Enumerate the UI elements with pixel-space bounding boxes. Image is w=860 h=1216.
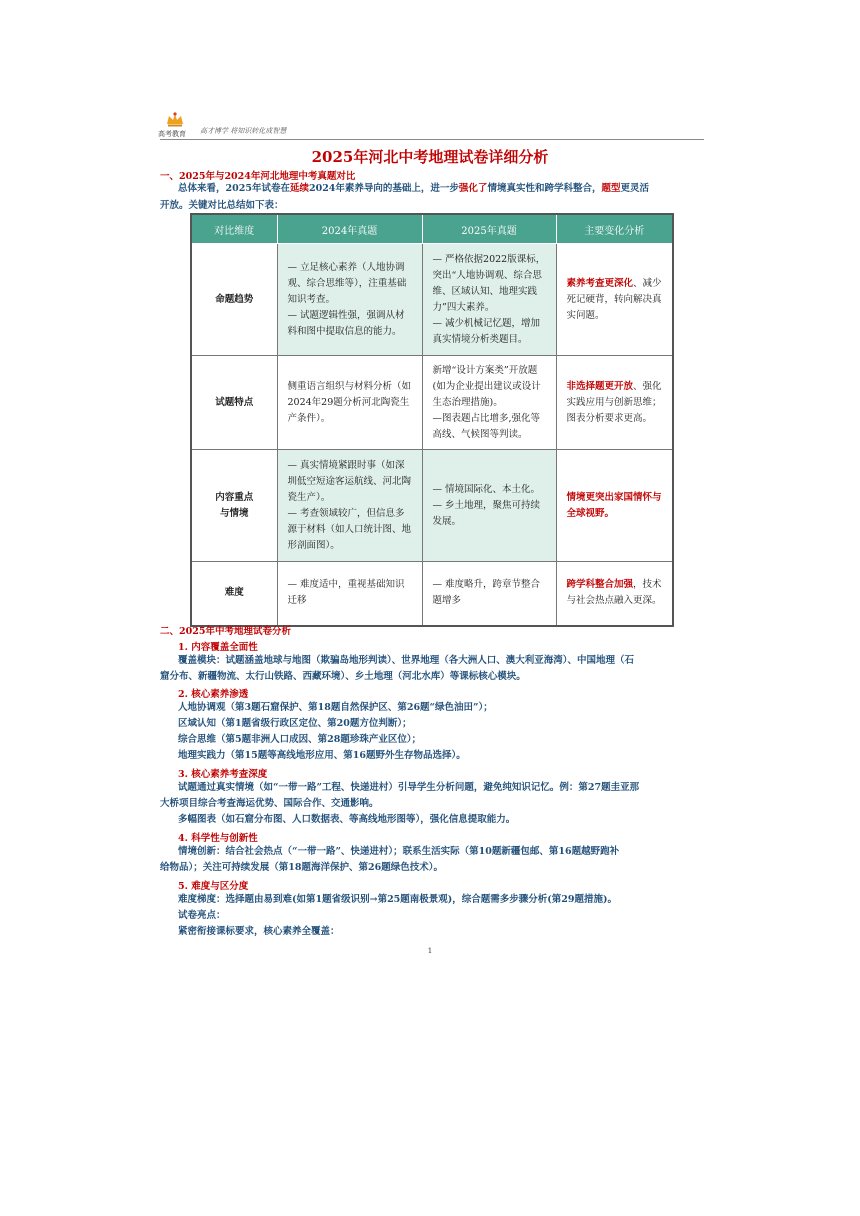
intro-text: 2024年素养导向的基础上，进一步: [308, 183, 459, 194]
table-header: 2025年真题: [422, 214, 556, 244]
row-dimension: 内容重点 与情境: [191, 450, 277, 562]
cell-change: [556, 356, 673, 450]
cell-2024: — 真实情境紧跟时事（如深圳低空短途客运航线、河北陶瓷生产）。 — 考查领域较广，但信息多源于材料（如人口统计图、地形剖面图）。: [277, 450, 422, 562]
table-row: [191, 356, 673, 450]
change-text: 、减少死记硬背，转向解决真实问题。: [566, 277, 662, 321]
slogan: 高才博学 将知识转化成智慧: [200, 127, 287, 135]
item-3-line: 试题通过真实情境（如“一带一路”工程、快递进村）引导学生分析问题，避免纯知识记忆。例：第27题圭亚那: [178, 782, 640, 793]
cell-2025: — 情境国际化、本土化。 — 乡土地理，聚焦可持续发展。: [422, 450, 556, 562]
change-highlight: 非选择题更开放: [566, 380, 634, 392]
change-text: 、强化实践应用与创新思维；图表分析要求更高。: [566, 380, 662, 424]
row-dimension: 试题特点: [191, 356, 277, 450]
item-2-line: 区域认知（第1题省级行政区定位、第20题方位判断）；: [178, 718, 412, 729]
intro-text: 情境真实性和跨学科整合，: [487, 183, 602, 194]
comparison-table: [190, 213, 674, 627]
table-header: 对比维度: [191, 214, 277, 244]
change-highlight: 跨学科整合加强: [566, 579, 634, 591]
item-4-line: 给物品）；关注可持续发展（第18题海洋保护、第26题绿色技术）。: [160, 862, 443, 873]
change-highlight: 素养考查更深化: [566, 277, 634, 289]
table-header-row: [191, 214, 673, 244]
item-2-title: 2. 核心素养渗透: [178, 689, 249, 700]
cell-2024: — 立足核心素养（人地协调观、综合思维等），注重基础知识考查。 — 试题逻辑性强，强调从材料和图中提取信息的能力。: [277, 244, 422, 356]
change-text: ，技术与社会热点融入更深。: [566, 579, 662, 607]
row-dimension: 命题趋势: [191, 244, 277, 356]
section2-heading: 二、2025年中考地理试卷分析: [160, 626, 291, 637]
row-dimension: 难度: [191, 562, 277, 626]
cell-2025: — 严格依据2022版课标，突出“人地协调观、综合思维、区域认知、地理实践力”四大素养。 — 减少机械记忆题，增加真实情境分析类题目。: [422, 244, 556, 356]
cell-change: [556, 562, 673, 626]
item-4-title: 4. 科学性与创新性: [178, 833, 258, 844]
section1-heading: 一、2025年与2024年河北地理中考真题对比: [160, 171, 356, 182]
table-row: [191, 244, 673, 356]
item-1-line: 覆盖模块：试题涵盖地球与地图（欺骗岛地形判读）、世界地理（各大洲人口、澳大利亚海湾）、中国地理（石: [178, 655, 635, 666]
cell-change: [556, 244, 673, 356]
item-2-line: 人地协调观（第3题石窟保护、第18题自然保护区、第26题“绿色油田”）；: [178, 702, 493, 713]
item-3-title: 3. 核心素养考查深度: [178, 769, 268, 780]
cell-2024: — 难度适中，重视基础知识迁移: [277, 562, 422, 626]
section1-intro-line2: 开放。关键对比总结如下表：: [160, 200, 284, 211]
logo-crown-icon: [165, 112, 185, 128]
table-header: 2024年真题: [277, 214, 422, 244]
page-number: 1: [427, 947, 433, 955]
item-1-title: 1. 内容覆盖全面性: [178, 642, 258, 653]
intro-highlight: 延续: [289, 183, 309, 194]
change-highlight: 情境更突出家国情怀与全球视野。: [566, 491, 662, 519]
table-row: [191, 450, 673, 562]
intro-text: 更灵活: [620, 183, 649, 194]
item-3-line: 多幅图表（如石窟分布图、人口数据表、等高线地形图等），强化信息提取能力。: [178, 814, 516, 825]
cell-2025: — 难度略升，跨章节整合题增多: [422, 562, 556, 626]
intro-highlight: 题型: [601, 183, 621, 194]
item-5-line: 难度梯度：选择题由易到难(如第1题省级识别→第25题南极景观)，综合题需多步骤分析(第29题措施)。: [178, 894, 617, 905]
cell-2025: 新增“设计方案类”开放题(如为企业提出建议或设计生态治理措施)。 —图表题占比增多,强化等高线、气候图等判读。: [422, 356, 556, 450]
table-header: 主要变化分析: [556, 214, 673, 244]
item-1-line: 窟分布、新疆物流、太行山铁路、西藏环境）、乡土地理（河北水库）等课标核心模块。: [160, 671, 526, 682]
page-title: 2025年河北中考地理试卷详细分析: [311, 148, 549, 166]
item-2-line: 综合思维（第5题非洲人口成因、第28题珍珠产业区位）；: [178, 734, 422, 745]
item-5-line: 紧密衔接课标要求，核心素养全覆盖：: [178, 926, 340, 937]
cell-2024: 侧重语言组织与材料分析（如2024年29题分析河北陶瓷生产条件）。: [277, 356, 422, 450]
item-2-line: 地理实践力（第15题等高线地形应用、第16题野外生存物品选择）。: [178, 750, 466, 761]
item-5-title: 5. 难度与区分度: [178, 881, 249, 892]
item-5-line: 试卷亮点：: [178, 910, 226, 921]
section1-intro: [178, 180, 708, 197]
item-4-line: 情境创新：结合社会热点（“一带一路”、快递进村）；联系生活实际（第10题新疆包邮、第16题越野跑补: [178, 846, 620, 857]
intro-highlight: 强化了: [458, 183, 488, 194]
item-3-line: 大桥项目综合考查海运优势、国际合作、交通影响。: [160, 798, 379, 809]
brand-name: 高考教育: [158, 130, 186, 138]
intro-text: 总体来看，2025年试卷在: [178, 183, 290, 194]
table-row: [191, 562, 673, 626]
header-divider: [160, 139, 704, 140]
cell-change: [556, 450, 673, 562]
